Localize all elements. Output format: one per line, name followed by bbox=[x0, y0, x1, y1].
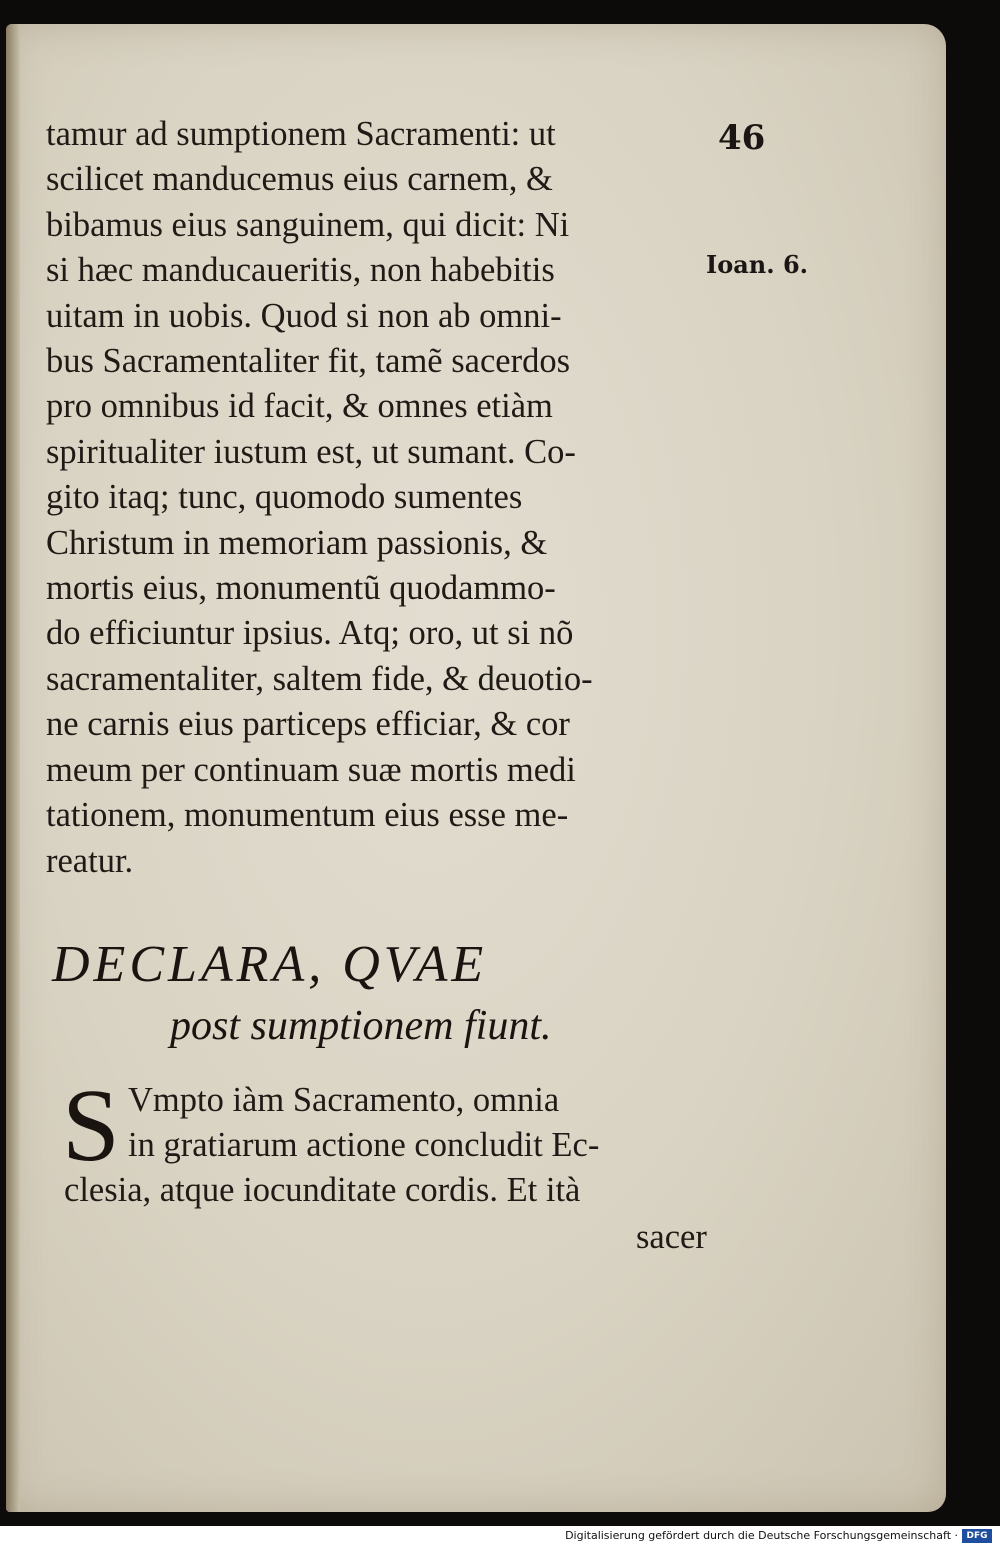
section-heading: DECLARA, QVAE bbox=[52, 936, 488, 993]
text-line: clesia, atque iocunditate cordis. Et ità bbox=[64, 1171, 581, 1209]
second-paragraph bbox=[62, 1068, 722, 1213]
text-line: mortis eius, monumentũ quodammo- bbox=[46, 569, 556, 608]
body-paragraph bbox=[46, 112, 736, 884]
text-line: spiritualiter iustum est, ut sumant. Co- bbox=[46, 432, 576, 471]
text-line: scilicet manducemus eius carnem, & bbox=[46, 160, 553, 199]
text-line: tamur ad sumptionem Sacramenti: ut bbox=[46, 115, 556, 153]
text-line: gito itaq; tunc, quomodo sumentes bbox=[46, 478, 523, 517]
funding-credit: Digitalisierung gefördert durch die Deutsche Forschungsgemeinschaft · bbox=[565, 1529, 958, 1542]
text-line: tationem, monumentum eius esse me- bbox=[46, 796, 569, 835]
text-line: sacramentaliter, saltem fide, & deuotio- bbox=[46, 659, 593, 698]
text-line: ne carnis eius particeps efficiar, & cor bbox=[46, 705, 570, 744]
catchword: sacer bbox=[636, 1218, 707, 1256]
text-line: Christum in memoriam passionis, & bbox=[46, 523, 548, 562]
text-line: meum per continuam suæ mortis medi bbox=[46, 750, 576, 789]
page-binding-edge bbox=[6, 24, 20, 1512]
text-line: do efficiuntur ipsius. Atq; oro, ut si nõ bbox=[46, 614, 574, 653]
text-line: bibamus eius sanguinem, qui dicit: Ni bbox=[46, 205, 570, 244]
section-subheading: post sumptionem fiunt. bbox=[170, 1003, 552, 1049]
dfg-logo-icon: DFG bbox=[962, 1529, 992, 1543]
text-line: uitam in uobis. Quod si non ab omni- bbox=[46, 296, 562, 335]
text-line: pro omnibus id facit, & omnes etiàm bbox=[46, 387, 553, 426]
text-line: Vmpto iàm Sacramento, omnia bbox=[128, 1081, 560, 1119]
drop-cap-letter: S bbox=[62, 1068, 120, 1183]
text-line: reatur. bbox=[46, 841, 134, 880]
text-line: bus Sacramentaliter fit, tamẽ sacerdos bbox=[46, 342, 571, 381]
text-line: in gratiarum actione concludit Ec- bbox=[128, 1126, 600, 1164]
text-line: si hæc manducaueritis, non habebitis bbox=[46, 251, 555, 290]
page-number: 46 bbox=[718, 118, 766, 158]
margin-note: Ioan. 6. bbox=[706, 250, 808, 279]
